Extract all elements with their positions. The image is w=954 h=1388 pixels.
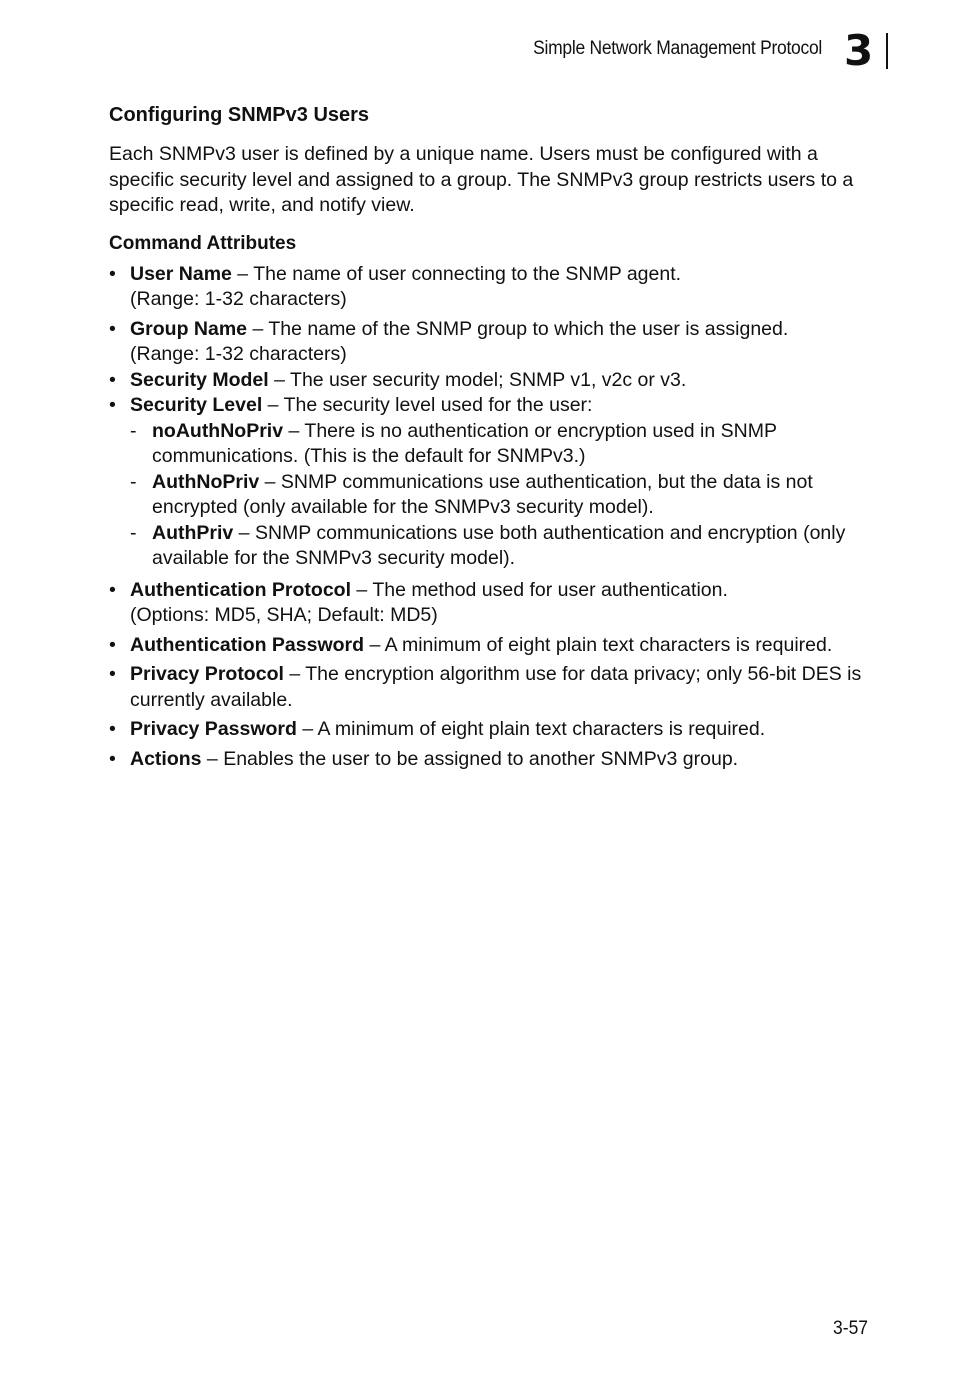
attribute-term: Privacy Protocol [130,663,284,685]
attribute-item-security-model [109,368,871,394]
attribute-range: (Range: 1-32 characters) [130,343,347,365]
attribute-description: – The method used for user authentication. [351,578,728,601]
attribute-term: Authentication Protocol [130,578,351,601]
attribute-range: (Range: 1-32 characters) [130,288,347,310]
attribute-item-authentication-protocol [109,578,871,629]
security-level-description: – SNMP communications use authentication, but the data is not encrypted (only available for the SNMPv3 security model). [152,470,813,518]
security-level-description: – There is no authentication or encryption used in SNMP communications. (This is the default for SNMPv3.) [152,419,777,467]
security-level-auth-priv [130,521,871,572]
attribute-item-group-name [109,317,871,368]
attribute-term: Group Name [130,317,248,340]
security-level-list [130,419,871,572]
page-content [109,102,871,776]
command-attributes-heading: Command Attributes [109,232,297,254]
attribute-description: – Enables the user to be assigned to another SNMPv3 group. [201,747,739,770]
security-level-no-auth-no-priv [130,419,871,470]
attribute-list [109,262,871,773]
intro-paragraph: Each SNMPv3 user is defined by a unique name. Users must be configured with a specific security level and assigned to a group. The SNMPv3 group restricts users to a specific read, write, and notify view. [109,143,854,216]
security-level-term: AuthNoPriv [152,470,260,493]
page-number: 3-57 [833,1318,868,1339]
attribute-term: Security Level [130,394,263,416]
attribute-item-privacy-protocol [109,662,871,713]
attribute-term: Authentication Password [130,633,365,656]
security-level-auth-no-priv [130,470,871,521]
attribute-description: – A minimum of eight plain text characters is required. [364,633,833,656]
attribute-item-actions [109,747,871,773]
security-level-term: AuthPriv [152,521,234,544]
attribute-description: – The user security model; SNMP v1, v2c or v3. [268,368,687,391]
attribute-description: – The name of the SNMP group to which the user is assigned. [247,317,789,340]
attribute-description: – A minimum of eight plain text characters is required. [296,718,766,740]
attribute-term: User Name [130,262,232,285]
attribute-description: – The security level used for the user: [262,394,593,416]
attribute-item-user-name [109,262,871,313]
chapter-number: 3 [844,26,873,75]
section-title: Configuring SNMPv3 Users [109,104,370,126]
attribute-description: – The encryption algorithm use for data privacy; only 56-bit DES is currently available. [130,663,862,711]
chapter-divider [886,33,888,69]
security-level-term: noAuthNoPriv [152,419,284,442]
attribute-item-privacy-password [109,717,871,743]
attribute-description: – The name of user connecting to the SNMP agent. [231,262,682,285]
attribute-item-authentication-password [109,633,871,659]
attribute-item-security-level [109,393,871,572]
attribute-term: Privacy Password [130,718,297,740]
attribute-options: (Options: MD5, SHA; Default: MD5) [130,604,438,626]
security-level-description: – SNMP communications use both authentication and encryption (only available for the SNMPv3 security model). [152,521,846,569]
attribute-term: Actions [130,747,202,770]
attribute-term: Security Model [130,368,269,391]
running-header-title: Simple Network Management Protocol [533,38,822,59]
